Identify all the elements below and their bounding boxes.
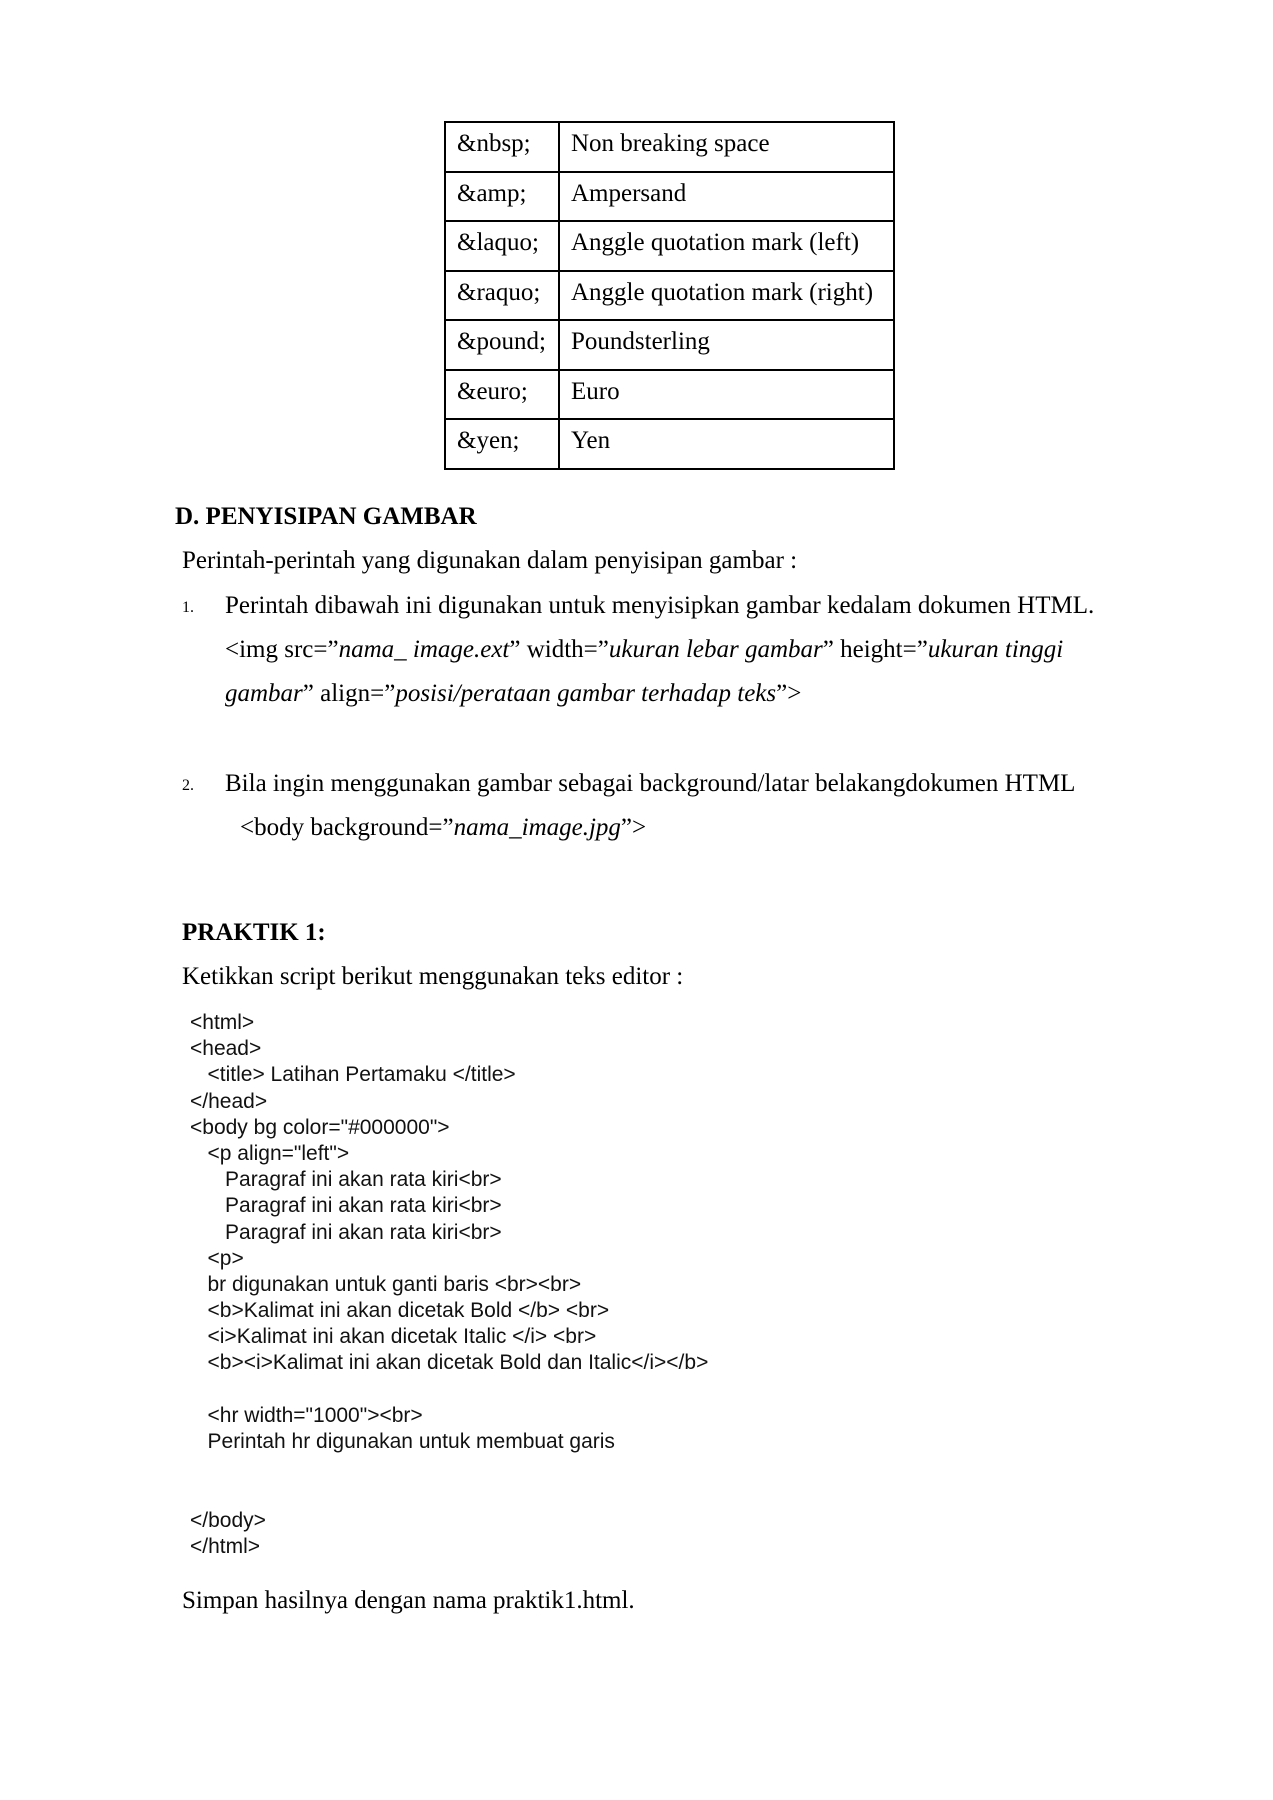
code-line: <p align="left"> (190, 1141, 350, 1165)
code-line: Paragraf ini akan rata kiri<br> (190, 1194, 502, 1218)
entity-description: Non breaking space (559, 122, 894, 172)
entity-description: Yen (559, 419, 894, 469)
section-d-heading: D. PENYISIPAN GAMBAR (175, 503, 477, 530)
entity-code: &amp; (445, 172, 559, 222)
entity-description: Poundsterling (559, 320, 894, 370)
code-line: </body> (190, 1508, 266, 1532)
entity-code: &euro; (445, 370, 559, 420)
entity-code: &raquo; (445, 271, 559, 321)
entity-description: Ampersand (559, 172, 894, 222)
list-number-2: 2. (182, 777, 194, 794)
praktik-heading: PRAKTIK 1: (182, 919, 326, 946)
entity-code: &yen; (445, 419, 559, 469)
entity-description: Euro (559, 370, 894, 420)
code-line (190, 1377, 708, 1403)
item2-text: Bila ingin menggunakan gambar sebagai background/latar belakangdokumen HTML (225, 770, 1076, 797)
code-line (190, 1455, 708, 1481)
section-d-intro: Perintah-perintah yang digunakan dalam penyisipan gambar : (182, 547, 798, 574)
code-line: </head> (190, 1089, 268, 1113)
item1-text: Perintah dibawah ini digunakan untuk menyisipkan gambar kedalam dokumen HTML. (225, 592, 1095, 619)
entity-description: Anggle quotation mark (left) (559, 221, 894, 271)
code-line (190, 1481, 708, 1507)
html-entities-table (444, 121, 895, 470)
item1-code-line-2: gambar” align=”posisi/perataan gambar terhadap teks”> (225, 680, 802, 707)
code-line: <p> (190, 1246, 244, 1270)
code-line: Paragraf ini akan rata kiri<br> (190, 1220, 502, 1244)
entity-row (445, 370, 894, 420)
entity-row (445, 172, 894, 222)
code-line: <title> Latihan Pertamaku </title> (190, 1063, 516, 1087)
praktik-intro: Ketikkan script berikut menggunakan teks editor : (182, 963, 684, 990)
code-line: <body bg color="#000000"> (190, 1115, 450, 1139)
code-line: <b><i>Kalimat ini akan dicetak Bold dan Italic</i></b> (190, 1351, 709, 1375)
code-line: <head> (190, 1037, 262, 1061)
entity-description: Anggle quotation mark (right) (559, 271, 894, 321)
code-line: br digunakan untuk ganti baris <br><br> (190, 1272, 582, 1296)
entity-code: &nbsp; (445, 122, 559, 172)
code-line: Perintah hr digunakan untuk membuat garis (190, 1430, 615, 1453)
item1-code-line-1: <img src=”nama_ image.ext” width=”ukuran lebar gambar” height=”ukuran tinggi (225, 636, 1064, 663)
code-listing (190, 1010, 708, 1560)
entity-row (445, 419, 894, 469)
entity-code: &laquo; (445, 221, 559, 271)
entity-row (445, 271, 894, 321)
praktik-footer: Simpan hasilnya dengan nama praktik1.html. (182, 1587, 635, 1614)
entity-row (445, 221, 894, 271)
code-line: <html> (190, 1011, 255, 1034)
list-number-1: 1. (182, 599, 194, 616)
entity-row (445, 320, 894, 370)
entity-code: &pound; (445, 320, 559, 370)
item2-code-line: <body background=”nama_image.jpg”> (240, 814, 647, 841)
code-line: Paragraf ini akan rata kiri<br> (190, 1168, 502, 1192)
entity-row (445, 122, 894, 172)
code-line: <hr width="1000"><br> (190, 1403, 423, 1427)
code-line: <b>Kalimat ini akan dicetak Bold </b> <br> (190, 1299, 610, 1323)
code-line: <i>Kalimat ini akan dicetak Italic </i> <br> (190, 1325, 597, 1349)
code-line: </html> (190, 1534, 261, 1558)
